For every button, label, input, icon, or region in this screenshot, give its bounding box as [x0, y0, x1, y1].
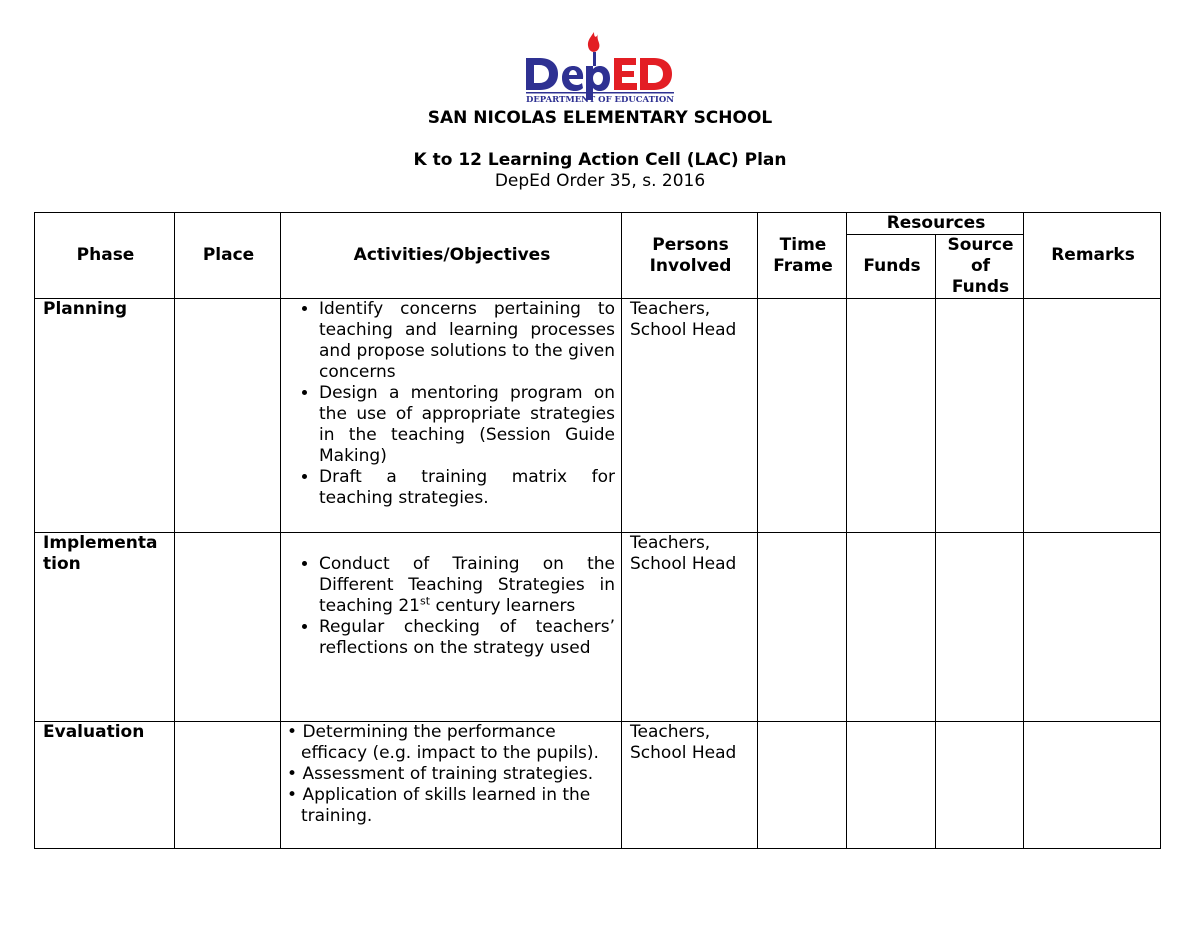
phase-cell: Planning: [35, 299, 175, 533]
header-persons-involved: Persons Involved: [622, 213, 758, 299]
list-item: • Draft a training matrix for teaching strategies.: [319, 467, 615, 509]
ordinal-superscript: st: [420, 594, 431, 608]
table-row: [35, 533, 1161, 722]
header-phase: Phase: [35, 213, 175, 299]
plan-title: K to 12 Learning Action Cell (LAC) Plan: [413, 150, 787, 170]
school-name: SAN NICOLAS ELEMENTARY SCHOOL: [427, 108, 773, 128]
list-item: [319, 554, 615, 617]
place-cell: [175, 722, 281, 849]
header-activities: Activities/Objectives: [281, 213, 622, 299]
place-cell: [175, 533, 281, 722]
remarks-cell: [1024, 722, 1161, 849]
plan-subtitle: DepEd Order 35, s. 2016: [494, 171, 706, 191]
lac-plan-table: [34, 212, 1161, 849]
header-time-frame: Time Frame: [758, 213, 847, 299]
funds-cell: [847, 533, 936, 722]
place-cell: [175, 299, 281, 533]
deped-logo: [520, 28, 680, 106]
header-resources: Resources: [847, 213, 1024, 235]
table-row: [35, 722, 1161, 849]
persons-cell: Teachers, School Head: [622, 722, 758, 849]
header-funds: Funds: [847, 235, 936, 299]
time-frame-cell: [758, 533, 847, 722]
list-item: • Application of skills learned in the training.: [287, 785, 615, 827]
phase-cell: [35, 533, 175, 722]
time-frame-cell: [758, 722, 847, 849]
activity-text: Conduct of Training on the Different Teaching Strategies in teaching 21: [319, 554, 615, 616]
list-item: • Determining the performance efficacy (e.g. impact to the pupils).: [287, 722, 615, 764]
funds-cell: [847, 722, 936, 849]
persons-cell: Teachers, School Head: [622, 533, 758, 722]
source-of-funds-cell: [936, 533, 1024, 722]
header-remarks: Remarks: [1024, 213, 1161, 299]
phase-label: Implementation: [43, 533, 158, 574]
activity-suffix: century learners: [430, 596, 576, 616]
remarks-cell: [1024, 533, 1161, 722]
torch-flame-icon: [588, 32, 600, 52]
time-frame-cell: [758, 299, 847, 533]
svg-text:DEPARTMENT OF EDUCATION: DEPARTMENT OF EDUCATION: [526, 94, 674, 104]
activities-cell: [281, 533, 622, 722]
persons-cell: Teachers, School Head: [622, 299, 758, 533]
list-item: • Design a mentoring program on the use of appropriate strategies in the teaching (Session Guide Making): [319, 383, 615, 467]
list-item: • Identify concerns pertaining to teaching and learning processes and propose solutions to the given concerns: [319, 299, 615, 383]
table-row: [35, 299, 1161, 533]
activities-cell: [281, 722, 622, 849]
header-source-of-funds: Source of Funds: [936, 235, 1024, 299]
remarks-cell: [1024, 299, 1161, 533]
list-item: • Regular checking of teachers’ reflections on the strategy used: [319, 617, 615, 659]
list-item: • Assessment of training strategies.: [287, 764, 615, 785]
phase-cell: Evaluation: [35, 722, 175, 849]
header-place: Place: [175, 213, 281, 299]
source-of-funds-cell: [936, 299, 1024, 533]
activities-cell: [281, 299, 622, 533]
source-of-funds-cell: [936, 722, 1024, 849]
funds-cell: [847, 299, 936, 533]
